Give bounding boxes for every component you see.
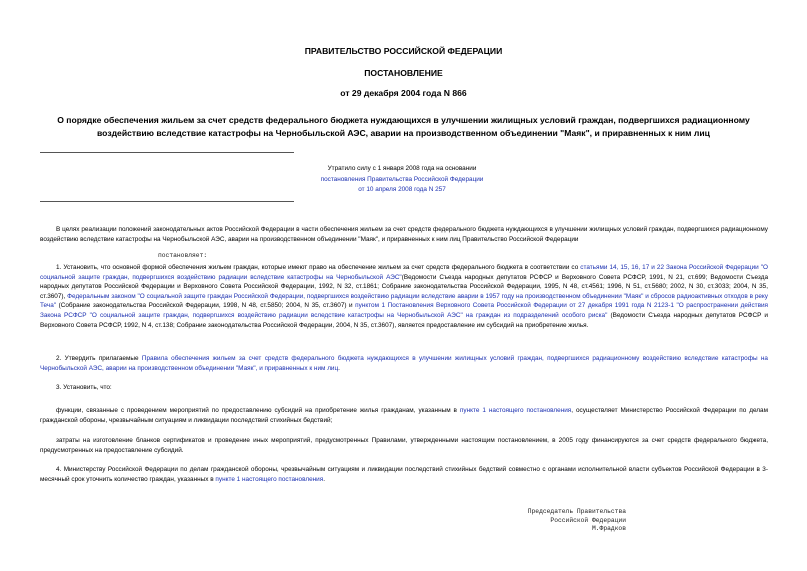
paragraph-3: [40, 383, 768, 393]
paragraph-1: [40, 263, 768, 330]
paragraph-3a: [40, 406, 768, 425]
government-heading: ПРАВИТЕЛЬСТВО РОССИЙСКОЙ ФЕДЕРАЦИИ: [304, 46, 503, 56]
paragraph-3b: [40, 436, 768, 455]
doc-type-heading: ПОСТАНОВЛЕНИЕ: [364, 68, 443, 78]
document-title-line-2: воздействию вследствие катастрофы на Чернобыльской АЭС, аварии на производственном объединении "Маяк", и приравненных к ним лиц: [97, 128, 710, 138]
paragraph-4: [40, 465, 768, 484]
p2-text-2: .: [338, 364, 340, 372]
paragraph-2: [40, 354, 768, 373]
p3a-text-1: функции, связанные с проведением мероприятий по предоставлению субсидий на приобретение жилья гражданам, указанным в: [56, 407, 460, 414]
p4-text-1: 4. Министерству Российской Федерации по делам гражданской обороны, чрезвычайным ситуациям и ликвидации последствий стихийных бедствий совместно с органами исполнительной власти субъектов Российской Федерации в 3-месячный срок уточнить количество граждан, указанных в: [40, 466, 768, 483]
signature-country: Российской Федерации: [550, 516, 626, 524]
p3-text: 3. Установить, что:: [56, 384, 112, 391]
link-point-1-b[interactable]: пункте 1 настоящего постановления: [215, 475, 324, 483]
expired-link-decree[interactable]: постановления Правительства Российской Федерации: [320, 175, 484, 183]
divider-top: [40, 152, 294, 153]
link-housing-rules[interactable]: Правила обеспечения жильем за счет средств федерального бюджета нуждающихся в улучшении жилищных условий граждан, подвергшихся радиационному воздействию вследствие катастрофы на Чернобыльской АЭС, аварии на производственном объединении "Маяк", и приравненных к ним лиц: [40, 355, 768, 372]
p3a-text-2: , осуществляет Министерство Российской Федерации по делам гражданской обороны, чрезвычайным ситуациям и ликвидации последствий стихийных бедствий;: [40, 407, 768, 424]
link-law-articles[interactable]: статьями 14, 15, 16, 17 и 22 Закона Российской Федерации "О социальной защите граждан, подвергшихся воздействию радиации вследствие катастрофы на Чернобыльской АЭС": [40, 264, 768, 281]
p1-text-2: (Ведомости Съезда народных депутатов РСФСР и Верховного Совета РСФСР, 1991, N 21, ст.699; Ведомости Съезда народных депутатов Российской Федерации и Верховного Совета Российской Федерации, 1992, N 32, ст.1861; Собрание законодательства Российской Федерации, 1995, N 48, ст.4561; 1996, N 51, ст.5680; 2002, N 30, ст.3033; 2004, N 35, ст.3607),: [40, 273, 769, 300]
expired-note-text: Утратило силу с 1 января 2008 года на основании: [327, 165, 477, 172]
decree-word: постановляет:: [158, 252, 208, 259]
signature-block: [518, 508, 626, 534]
date-number-heading: от 29 декабря 2004 года N 866: [340, 88, 467, 98]
signature-name: М.Фрадков: [591, 525, 626, 533]
preamble-paragraph: [40, 225, 768, 244]
p1-text-3: (Собрание законодательства Российской Федерации, 1998, N 48, ст.5850; 2004, N 35, ст.3607) и: [56, 302, 356, 310]
divider-bottom: [40, 201, 294, 202]
p3b-text: затраты на изготовление бланков сертификатов и проведение иных мероприятий, предусмотренных Правилами, утвержденными настоящим постановлением, в 2005 году финансируются за счет средств федерального бюджета, предусмотренных на предоставление субсидий.: [40, 437, 768, 454]
signature-title: Председатель Правительства: [527, 508, 626, 515]
link-federal-law-mayak[interactable]: Федеральным законом "О социальной защите граждан Российской Федерации, подвергшихся воздействию радиации вследствие аварии в 1957 году на производственном объединении "Маяк" и сбросов радиоактивных отходов в реку Теча": [40, 292, 768, 310]
link-point-1-a[interactable]: пункте 1 настоящего постановления: [459, 407, 572, 414]
p2-text-1: 2. Утвердить прилагаемые: [56, 355, 142, 362]
p1-text-4: (Ведомости Съезда народных депутатов РСФСР и Верховного Совета РСФСР, 1992, N 4, ст.138; Собрание законодательства Российской Федерации, 2004, N 35, ст.3607), является предоставление им субсидий на приобретение жилья.: [40, 311, 769, 329]
preamble-text: В целях реализации положений законодательных актов Российской Федерации в части обеспечения жильем за счет средств федерального бюджета нуждающихся в улучшении жилищных условий граждан, подвергшихся радиационному воздействию вследствие катастрофы на Чернобыльской АЭС, аварии на производственном объединении "Маяк", и приравненных к ним лиц Правительство Российской Федерации: [40, 226, 768, 243]
link-supreme-council-decree[interactable]: пунктом 1 Постановления Верховного Совета Российской Федерации от 27 декабря 1991 года N 2123-1 "О распространении действия Закона РСФСР "О социальной защите граждан, подвергшихся воздействию радиации вследствие катастрофы на Чернобыльской АЭС" на граждан из подразделений особого риска": [40, 302, 768, 319]
expired-note: [292, 164, 512, 196]
p4-text-2: .: [323, 475, 325, 483]
document-title-line-1: О порядке обеспечения жильем за счет средств федерального бюджета нуждающихся в улучшении жилищных условий граждан, подвергшихся радиационному: [57, 115, 750, 125]
expired-link-date[interactable]: от 10 апреля 2008 года N 257: [358, 186, 446, 193]
p1-text-1: 1. Установить, что основной формой обеспечения жильем граждан, которые имеют право на обеспечение жильем за счет средств федерального бюджета в соответствии со: [56, 264, 581, 271]
